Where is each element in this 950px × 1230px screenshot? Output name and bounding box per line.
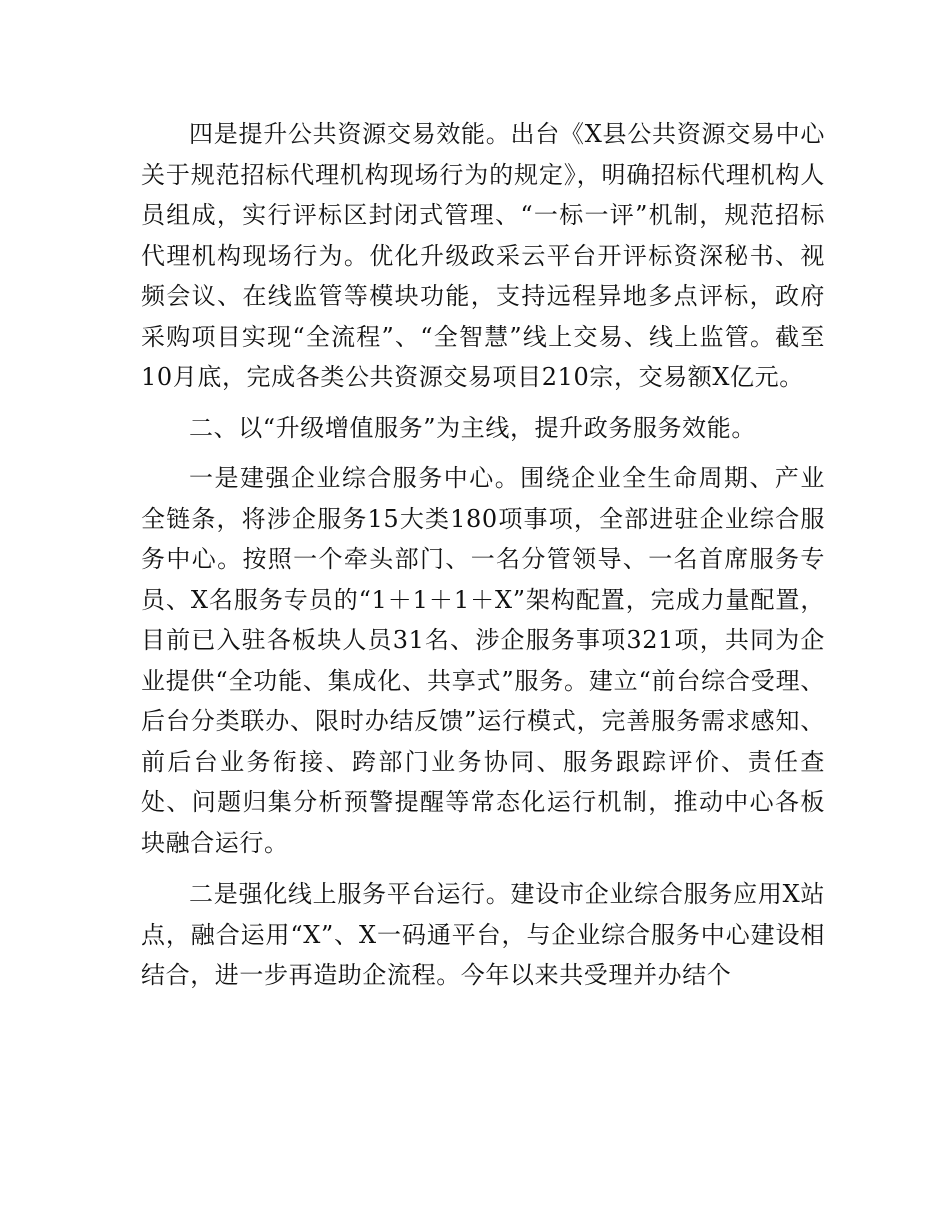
paragraph-enterprise-service-center: 一是建强企业综合服务中心。围绕企业全生命周期、产业全链条，将涉企服务15大类180项事项，全部进驻企业综合服务中心。按照一个牵头部门、一名分管领导、一名首席服务专员、X名服务专员的“1＋1＋1＋X”架构配置，完成力量配置，目前已入驻各板块人员31名、涉企服务事项321项，共同为企业提供“全功能、集成化、共享式”服务。建立“前台综合受理、后台分类联办、限时办结反馈”运行模式，完善服务需求感知、前后台业务衔接、跨部门业务协同、服务跟踪评价、责任查处、问题归集分析预警提醒等常态化运行机制，推动中心各板块融合运行。 [141,464,825,857]
document-body [141,114,825,996]
paragraph-public-resource-trading: 四是提升公共资源交易效能。出台《X县公共资源交易中心关于规范招标代理机构现场行为的规定》，明确招标代理机构人员组成，实行评标区封闭式管理、“一标一评”机制，规范招标代理机构现场行为。优化升级政采云平台开评标资深秘书、视频会议、在线监管等模块功能，支持远程异地多点评标，政府采购项目实现“全流程”、“全智慧”线上交易、线上监管。截至10月底，完成各类公共资源交易项目210宗，交易额X亿元。 [141,120,825,391]
section-heading-government-services: 二、以“升级增值服务”为主线，提升政务服务效能。 [189,413,756,442]
paragraph-online-service-platform: 二是强化线上服务平台运行。建设市企业综合服务应用X站点，融合运用“X”、X一码通平台，与企业综合服务中心建设相结合，进一步再造助企流程。今年以来共受理并办结个 [141,880,825,989]
